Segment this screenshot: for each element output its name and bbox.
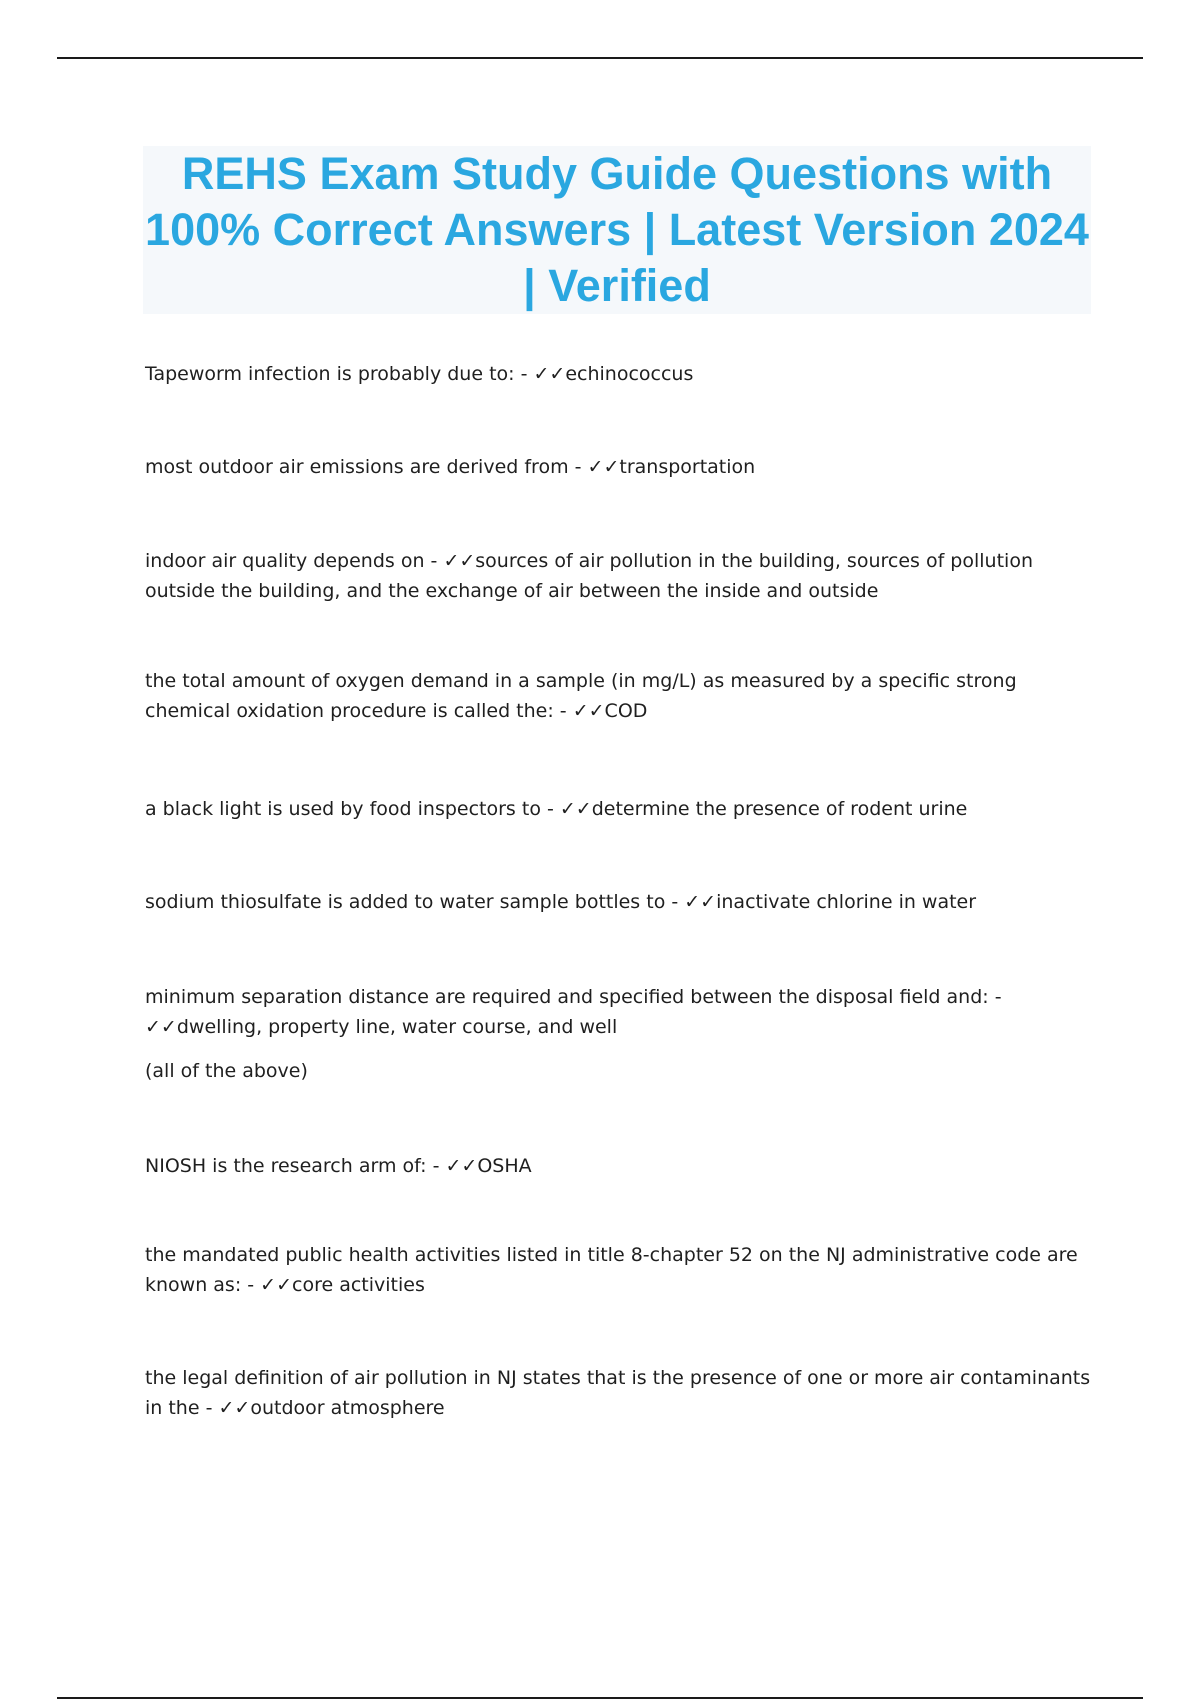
qa-item (145, 1151, 1095, 1181)
checkmark-icon: ✓✓ (445, 1155, 478, 1177)
checkmark-icon: ✓✓ (533, 363, 566, 385)
answer-text: COD (604, 700, 648, 722)
answer-text: inactivate chlorine in water (716, 891, 977, 913)
qa-item (145, 982, 1095, 1086)
separator: - (426, 1155, 446, 1177)
question-text: NIOSH is the research arm of: (145, 1155, 427, 1177)
question-text: minimum separation distance are required and specified between the disposal field and: (145, 986, 989, 1008)
answer-text: sources of air pollution in the building, sources of pollution outside the building, and the exchange of air between the inside and outside (145, 550, 1033, 602)
checkmark-icon: ✓✓ (145, 1016, 177, 1038)
qa-item (145, 1363, 1095, 1423)
question-text: a black light is used by food inspectors to (145, 798, 541, 820)
checkmark-icon: ✓✓ (218, 1397, 251, 1419)
checkmark-icon: ✓✓ (587, 456, 620, 478)
title-banner (143, 146, 1091, 314)
qa-item (145, 1240, 1095, 1300)
qa-item (145, 452, 1095, 482)
question-text: Tapeworm infection is probably due to: (145, 363, 515, 385)
answer-text: determine the presence of rodent urine (591, 798, 968, 820)
separator: - (665, 891, 685, 913)
checkmark-icon: ✓✓ (260, 1274, 293, 1296)
question-text: the mandated public health activities listed in title 8-chapter 52 on the NJ administrative code are known as: (145, 1244, 1078, 1296)
separator: - (199, 1397, 219, 1419)
qa-item (145, 546, 1095, 606)
question-text: sodium thiosulfate is added to water sample bottles to (145, 891, 666, 913)
checkmark-icon: ✓✓ (443, 550, 476, 572)
checkmark-icon: ✓✓ (572, 700, 605, 722)
answer-text: OSHA (477, 1155, 532, 1177)
answer-text: echinococcus (565, 363, 694, 385)
qa-item (145, 794, 1095, 824)
checkmark-icon: ✓✓ (684, 891, 717, 913)
qa-item (145, 887, 1095, 917)
answer-note: (all of the above) (145, 1060, 308, 1082)
answer-text: outdoor atmosphere (250, 1397, 445, 1419)
document-title: REHS Exam Study Guide Questions with 100% Correct Answers | Latest Version 2024 | Verified (145, 148, 1089, 311)
separator: - (568, 456, 588, 478)
checkmark-icon: ✓✓ (559, 798, 592, 820)
separator: - (241, 1274, 261, 1296)
answer-text: core activities (292, 1274, 425, 1296)
separator: - (553, 700, 573, 722)
qa-item (145, 359, 1095, 389)
answer-text: transportation (619, 456, 756, 478)
question-text: the total amount of oxygen demand in a sample (in mg/L) as measured by a specific strong chemical oxidation procedure is called the: (145, 670, 1017, 722)
separator: - (514, 363, 534, 385)
separator: - (540, 798, 560, 820)
bottom-rule (57, 1697, 1143, 1699)
question-text: indoor air quality depends on (145, 550, 425, 572)
top-rule (57, 57, 1143, 59)
question-text: the legal definition of air pollution in NJ states that is the presence of one or more air contaminants in the (145, 1367, 1091, 1419)
separator: - (988, 986, 1002, 1008)
separator: - (424, 550, 444, 572)
answer-text: dwelling, property line, water course, and well (176, 1016, 618, 1038)
qa-item (145, 666, 1095, 726)
question-text: most outdoor air emissions are derived from (145, 456, 569, 478)
